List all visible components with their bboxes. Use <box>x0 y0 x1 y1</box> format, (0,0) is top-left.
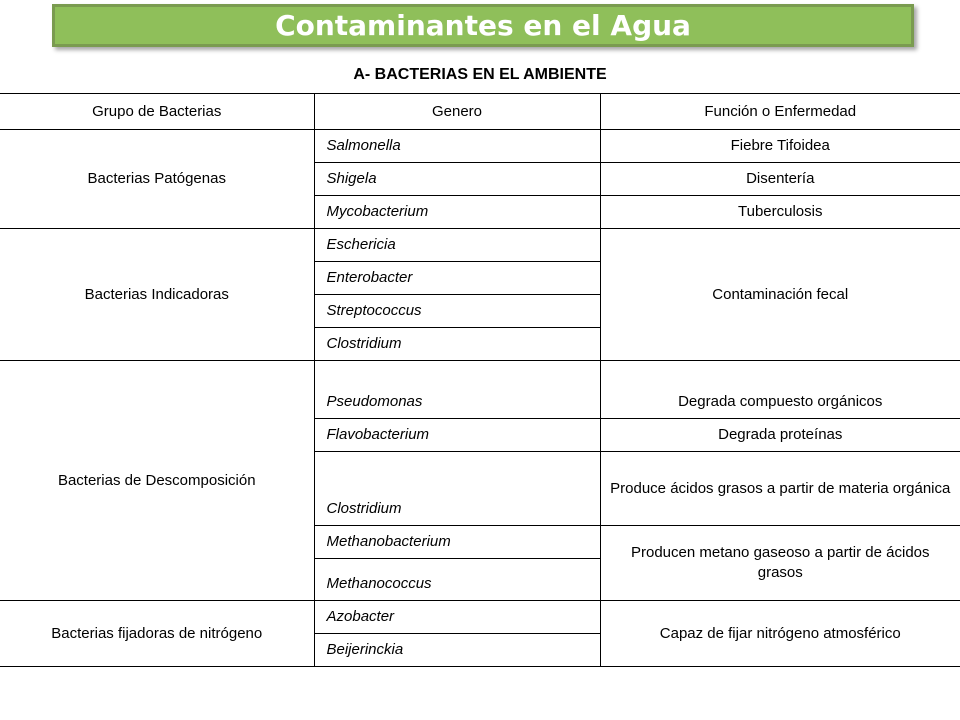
function-cell: Contaminación fecal <box>600 229 960 361</box>
group-name-cell: Bacterias Patógenas <box>0 130 314 229</box>
table-row <box>0 601 960 634</box>
header-group: Grupo de Bacterias <box>0 94 314 130</box>
header-function: Función o Enfermedad <box>600 94 960 130</box>
table-row <box>0 229 960 262</box>
genus-cell: Azobacter <box>314 601 600 634</box>
function-cell: Disentería <box>600 163 960 196</box>
table-row <box>0 130 960 163</box>
function-cell: Capaz de fijar nitrógeno atmosférico <box>600 601 960 667</box>
genus-cell: Clostridium <box>314 452 600 526</box>
group-name-cell: Bacterias de Descomposición <box>0 361 314 601</box>
function-cell: Fiebre Tifoidea <box>600 130 960 163</box>
genus-cell: Methanobacterium <box>314 526 600 559</box>
section-subtitle: A- BACTERIAS EN EL AMBIENTE <box>353 66 607 83</box>
bacteria-table <box>0 93 960 667</box>
page-title: Contaminantes en el Agua <box>275 9 691 42</box>
genus-cell: Eschericia <box>314 229 600 262</box>
genus-cell: Methanococcus <box>314 559 600 601</box>
genus-cell: Shigela <box>314 163 600 196</box>
group-name-cell: Bacterias fijadoras de nitrógeno <box>0 601 314 667</box>
genus-cell: Flavobacterium <box>314 419 600 452</box>
genus-cell: Beijerinckia <box>314 634 600 667</box>
table-row <box>0 361 960 419</box>
function-cell: Producen metano gaseoso a partir de ácidos grasos <box>600 526 960 601</box>
genus-cell: Clostridium <box>314 328 600 361</box>
genus-cell: Enterobacter <box>314 262 600 295</box>
function-cell: Produce ácidos grasos a partir de materia orgánica <box>600 452 960 526</box>
table-header-row <box>0 94 960 130</box>
genus-cell: Mycobacterium <box>314 196 600 229</box>
genus-cell: Streptococcus <box>314 295 600 328</box>
function-cell: Degrada compuesto orgánicos <box>600 361 960 419</box>
title-banner <box>52 4 914 47</box>
genus-cell: Salmonella <box>314 130 600 163</box>
genus-cell: Pseudomonas <box>314 361 600 419</box>
function-cell: Degrada proteínas <box>600 419 960 452</box>
function-cell: Tuberculosis <box>600 196 960 229</box>
header-genus: Genero <box>314 94 600 130</box>
group-name-cell: Bacterias Indicadoras <box>0 229 314 361</box>
